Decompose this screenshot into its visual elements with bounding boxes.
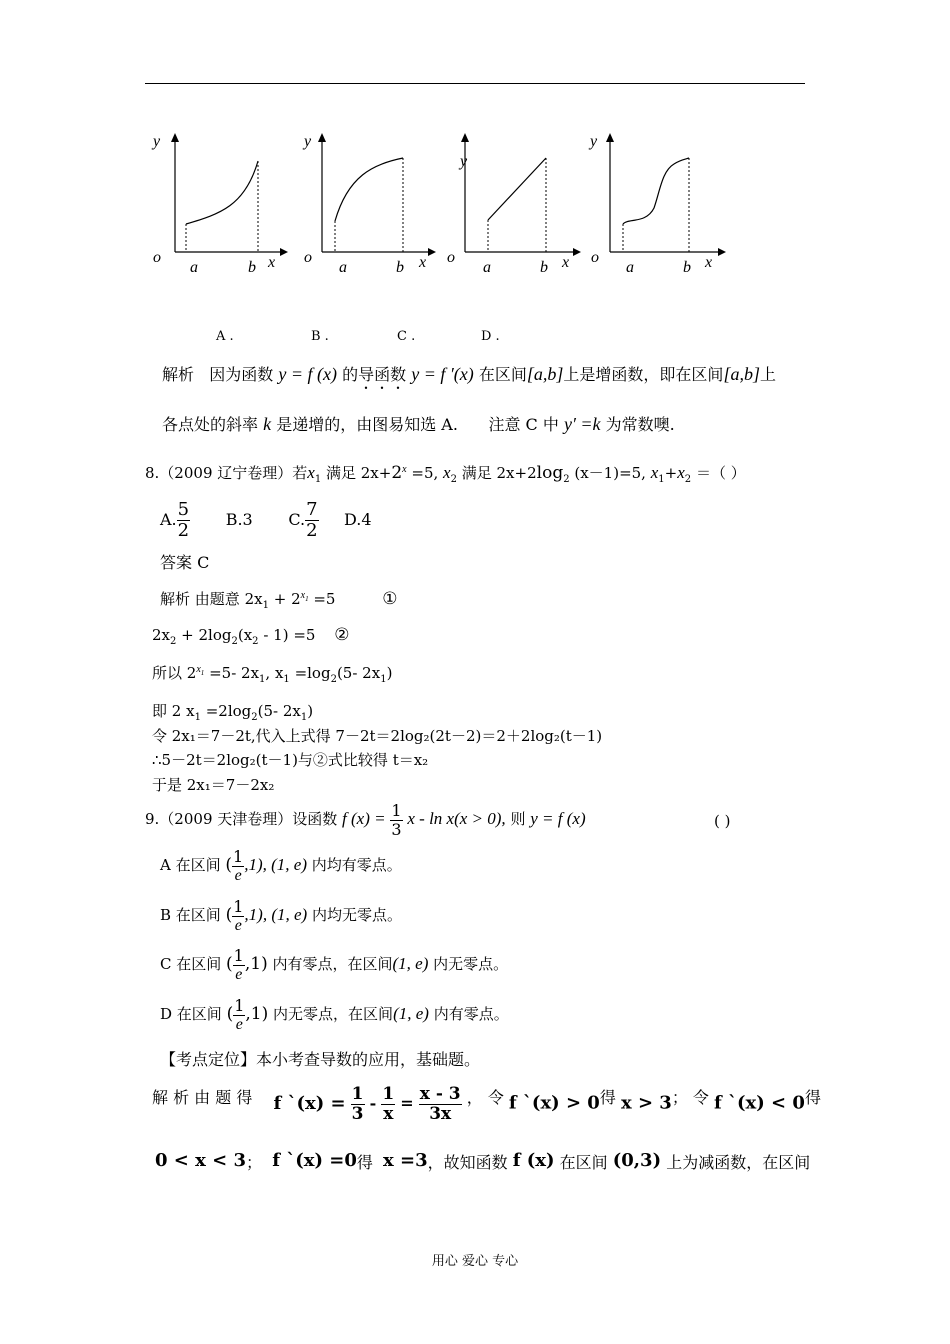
graph-b <box>298 126 438 280</box>
q8-options: A. $\frac{5}{2}$ B.3 C. $\frac{7}{2}$ D.4 <box>160 499 372 541</box>
y-axis-label: y <box>304 133 312 150</box>
origin-label: o <box>153 249 161 266</box>
page-footer: 用心 爱心 专心 <box>431 1254 519 1269</box>
header-rule <box>145 83 805 84</box>
a-label: a <box>190 259 198 276</box>
q9-option-c: C 在区间 ( $\frac{1}{e}$ ,1) 内有零点，在区间(1, e) 内无零点。 <box>160 946 509 983</box>
option-a-label: A . <box>216 329 234 344</box>
x-axis-label: x <box>268 254 276 271</box>
graph-c <box>443 126 583 280</box>
origin-label: o <box>304 249 312 266</box>
q8-step2: $2x_2 + 2\log_2(x_2 - 1) =5$ ② <box>152 625 350 647</box>
a-label: a <box>339 259 347 276</box>
x-axis-label: x <box>419 254 427 271</box>
y-axis-label: y <box>590 133 598 150</box>
q8-step3: 所以 $2^{x_1} =5-$ $2x_1$, $x_1 =\log_2(5-$ $2x_1$) <box>152 664 393 685</box>
q9-analysis-line1: 解 析 由 题 得 f `(x) = $\frac{1}{3}$ - $\frac{1}{x}$ = $\frac{x - 3}{3x}$ ， 令 f `(x) > 0得 x > 3； 令 f `(x) < 0得 <box>152 1084 821 1124</box>
q8-step6: ∴5－2t＝2log₂(t－1)与②式比较得 t＝x₂ <box>152 751 429 769</box>
origin-label: o <box>447 249 455 266</box>
q9-option-a: A 在区间 ( $\frac{1}{e}$ ,1), (1, e) 内均有零点。 <box>160 847 402 884</box>
x-axis-label: x <box>562 254 570 271</box>
q9-answer-paren: ( ) <box>714 812 731 830</box>
q8-step1: 解析 由题意 $2x_1 + 2^{x_1} =5$ ① <box>160 589 398 611</box>
b-label: b <box>540 259 548 276</box>
q8-title: 8.（2009 辽宁卷理）若$x_1$ 满足 $2x+2^x =5$, $x_2$ 满足 $2x+2\log_2$ (x－1)=5, $x_1+x_2$ ＝（ ） <box>145 463 746 485</box>
q9-analysis-line2: 0 < x < 3； f `(x) =0得 x =3，故知函数 f (x) 在区间 (0,3) 上为减函数，在区间 <box>155 1150 811 1172</box>
q8-step5: 令 2x₁＝7－2t,代入上式得 7－2t＝2log₂(2t－2)＝2＋2log₂(t－1) <box>152 727 603 745</box>
q9-option-d: D 在区间 ( $\frac{1}{e}$ ,1) 内无零点，在区间(1, e) 内有零点。 <box>160 996 509 1033</box>
option-c-label: C . <box>397 329 416 344</box>
q9-kaodian: 【考点定位】本小考查导数的应用，基础题。 <box>160 1050 481 1069</box>
q9-option-b: B 在区间 ( $\frac{1}{e}$ ,1), (1, e) 内均无零点。 <box>160 897 402 934</box>
x-axis-label: x <box>705 254 713 271</box>
a-label: a <box>483 259 491 276</box>
option-d-label: D . <box>481 329 500 344</box>
graph-a <box>150 126 290 280</box>
a-label: a <box>626 259 634 276</box>
b-label: b <box>683 259 691 276</box>
graph-d <box>588 126 728 280</box>
b-label: b <box>248 259 256 276</box>
q8-step7: 于是 2x₁＝7－2x₂ <box>152 776 275 794</box>
q7-analysis-line2: 各点处的斜率 k 是递增的，由图易知选 A. 注意 C 中 y′ =k 为常数噢. <box>162 414 675 434</box>
origin-label: o <box>591 249 599 266</box>
option-b-label: B . <box>311 329 329 344</box>
y-axis-label: y <box>153 133 161 150</box>
b-label: b <box>396 259 404 276</box>
q7-analysis-line1: 解析 因为函数 y = f (x) 的导函数 y = f ′(x) 在区间[a,b]上是增函数，即在区间[a,b]上 <box>162 364 776 384</box>
q9-title: 9.（2009 天津卷理）设函数 f (x) = $\frac{1}{3}$ x - ln x(x > 0), 则 y = f (x) <box>145 801 586 839</box>
q8-answer: 答案 C <box>160 553 210 572</box>
q8-step4: 即 2 $x_1 =2\log_2(5-$ $2x_1$) <box>152 702 314 723</box>
y-axis-label: y <box>460 153 468 170</box>
